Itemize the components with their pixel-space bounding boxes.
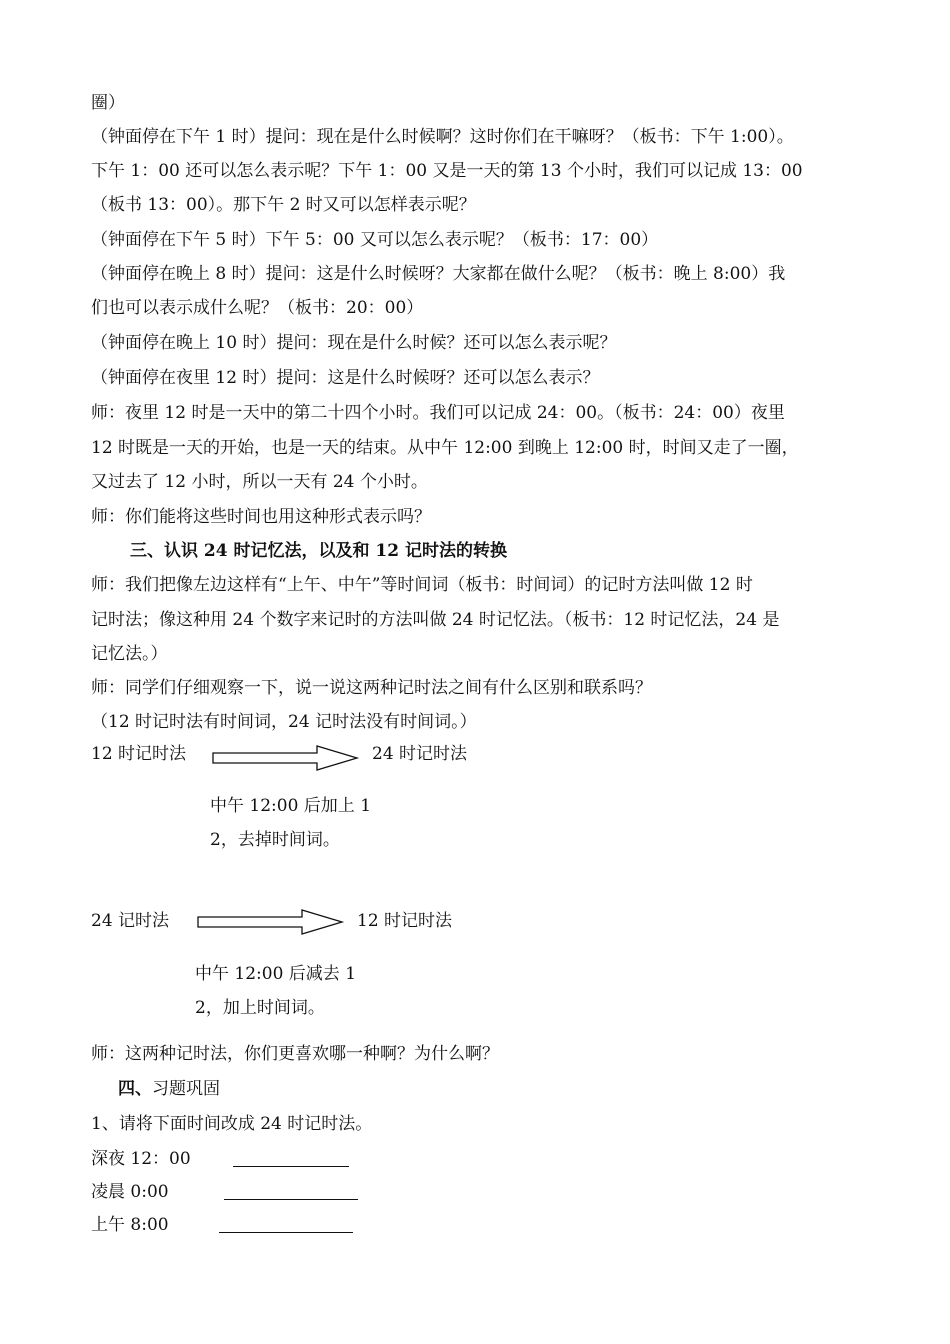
section-title-text: 习题巩固 <box>152 1079 220 1099</box>
conversion-step: 2，加上时间词。 <box>195 998 325 1018</box>
text-line: （钟面停在下午 5 时）下午 5：00 又可以怎么表示呢？（板书：17：00） <box>91 230 659 250</box>
conversion-to-label: 24 时记时法 <box>372 744 468 764</box>
text-line: 师：同学们仔细观察一下，说一说这两种记时法之间有什么区别和联系吗？ <box>91 678 652 698</box>
conversion-to-label: 12 时记时法 <box>357 911 453 931</box>
text-line: （板书 13：00）。那下午 2 时又可以怎样表示呢？ <box>91 195 476 215</box>
exercise-item: 深夜 12：00 <box>91 1149 191 1169</box>
text-line: 又过去了 12 小时，所以一天有 24 个小时。 <box>91 472 428 492</box>
text-line: 记时法；像这种用 24 个数字来记时的方法叫做 24 时记忆法。（板书：12 时记忆法，24 是 <box>91 610 780 630</box>
text-line: （钟面停在下午 1 时）提问：现在是什么时候啊？这时你们在干嘛呀？（板书：下午 1:00）。 <box>91 127 794 147</box>
text-line: 师：你们能将这些时间也用这种形式表示吗？ <box>91 507 431 527</box>
text-line: 下午 1：00 还可以怎么表示呢？下午 1：00 又是一天的第 13 个小时，我们可以记成 13：00 <box>91 161 803 181</box>
text-line: （12 时记时法有时间词，24 记时法没有时间词。） <box>91 712 477 732</box>
conversion-from-label: 24 记时法 <box>91 911 170 931</box>
conversion-step: 中午 12:00 后减去 1 <box>195 964 357 984</box>
conversion-step: 2，去掉时间词。 <box>210 830 340 850</box>
exercise-item: 凌晨 0:00 <box>91 1182 169 1202</box>
text-line: 师：这两种记时法，你们更喜欢哪一种啊？为什么啊？ <box>91 1044 499 1064</box>
right-arrow-icon <box>197 909 345 935</box>
section-number: 四、 <box>118 1079 152 1099</box>
section-heading <box>118 1079 220 1099</box>
text-line: 们也可以表示成什么呢？（板书：20：00） <box>91 298 424 318</box>
text-line: （钟面停在夜里 12 时）提问：这是什么时候呀？还可以怎么表示？ <box>91 368 600 388</box>
text-line: 师：我们把像左边这样有“上午、中午”等时间词（板书：时间词）的记时方法叫做 12 时 <box>91 575 753 595</box>
exercise-title: 1、请将下面时间改成 24 时记时法。 <box>91 1114 373 1134</box>
text-line: （钟面停在晚上 8 时）提问：这是什么时候呀？大家都在做什么呢？（板书：晚上 8:00）我 <box>91 264 786 284</box>
text-line: （钟面停在晚上 10 时）提问：现在是什么时候？还可以怎么表示呢？ <box>91 333 617 353</box>
answer-blank[interactable] <box>233 1152 349 1167</box>
conversion-step: 中午 12:00 后加上 1 <box>210 796 372 816</box>
section-heading: 三、认识 24 时记忆法，以及和 12 记时法的转换 <box>130 541 507 561</box>
text-line: 12 时既是一天的开始，也是一天的结束。从中午 12:00 到晚上 12:00 时，时间又走了一圈， <box>91 438 799 458</box>
exercise-item: 上午 8:00 <box>91 1215 169 1235</box>
text-line: 圈） <box>91 93 125 113</box>
text-line: 师：夜里 12 时是一天中的第二十四个小时。我们可以记成 24：00。（板书：24：00）夜里 <box>91 403 785 423</box>
right-arrow-icon <box>212 745 360 771</box>
answer-blank[interactable] <box>224 1185 358 1200</box>
answer-blank[interactable] <box>219 1218 353 1233</box>
text-line: 记忆法。） <box>91 644 168 664</box>
conversion-from-label: 12 时记时法 <box>91 744 187 764</box>
